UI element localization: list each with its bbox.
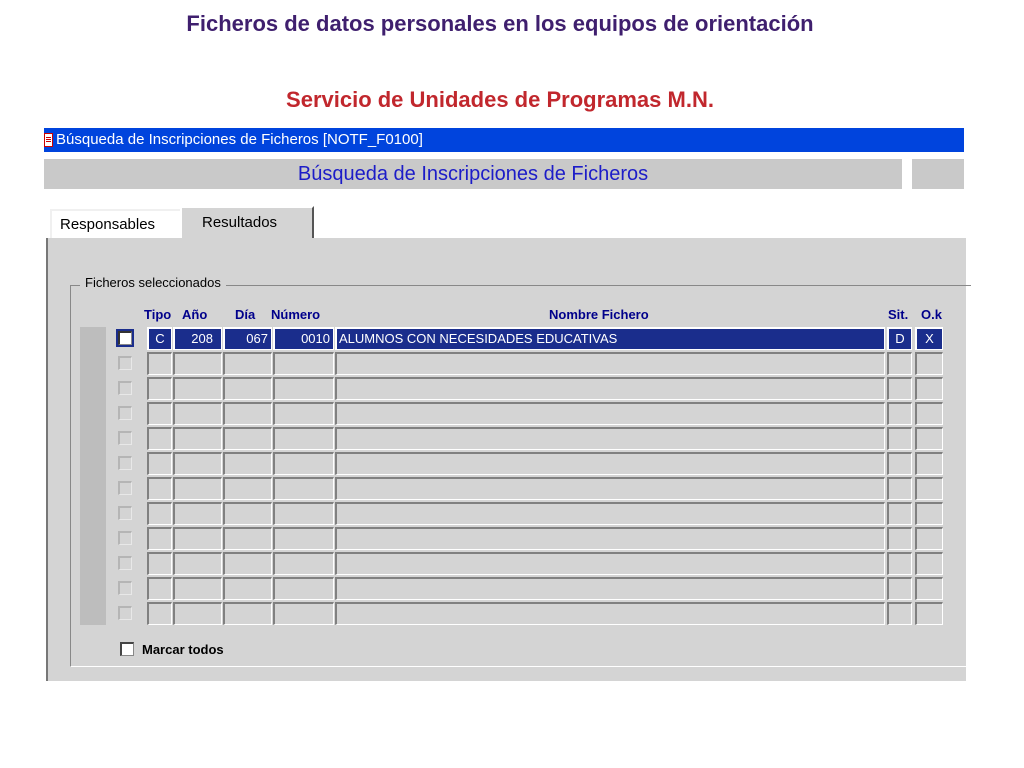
cell-sit[interactable] [887, 502, 912, 525]
tab-responsables[interactable] [50, 209, 180, 238]
cell-nombre[interactable]: ALUMNOS CON NECESIDADES EDUCATIVAS [335, 327, 885, 350]
cell-numero[interactable] [273, 577, 334, 600]
row-select-checkbox[interactable] [118, 331, 132, 345]
row-select-checkbox[interactable] [118, 506, 132, 520]
cell-nombre[interactable] [335, 452, 885, 475]
cell-numero[interactable] [273, 377, 334, 400]
cell-dia[interactable]: 067 [223, 327, 272, 350]
cell-dia[interactable] [223, 602, 272, 625]
cell-tipo[interactable] [147, 352, 172, 375]
cell-numero[interactable] [273, 552, 334, 575]
mark-all-checkbox[interactable] [120, 642, 134, 656]
cell-dia[interactable] [223, 352, 272, 375]
col-header-numero: Número [271, 307, 321, 322]
results-panel [46, 238, 966, 681]
cell-ano[interactable] [173, 552, 222, 575]
cell-sit[interactable] [887, 377, 912, 400]
col-header-ok: O.k [921, 307, 942, 322]
cell-dia[interactable] [223, 477, 272, 500]
cell-sit[interactable] [887, 452, 912, 475]
cell-sit[interactable] [887, 552, 912, 575]
cell-numero[interactable] [273, 602, 334, 625]
row-select-checkbox[interactable] [118, 431, 132, 445]
col-header-sit: Sit. [888, 307, 909, 322]
cell-tipo[interactable] [147, 577, 172, 600]
cell-sit[interactable] [887, 527, 912, 550]
cell-dia[interactable] [223, 377, 272, 400]
slide-title: Ficheros de datos personales en los equipos de orientación [186, 11, 814, 36]
form-header: Búsqueda de Inscripciones de Ficheros [44, 159, 902, 189]
slide-subtitle: Servicio de Unidades de Programas M.N. [286, 87, 714, 112]
row-select-checkbox[interactable] [118, 456, 132, 470]
row-select-checkbox[interactable] [118, 581, 132, 595]
cell-ano[interactable] [173, 502, 222, 525]
cell-tipo[interactable] [147, 602, 172, 625]
cell-ano[interactable] [173, 452, 222, 475]
cell-sit[interactable] [887, 352, 912, 375]
cell-ano[interactable]: 208 [173, 327, 222, 350]
cell-ok[interactable] [915, 477, 943, 500]
cell-ok[interactable] [915, 577, 943, 600]
cell-nombre[interactable] [335, 502, 885, 525]
cell-ano[interactable] [173, 427, 222, 450]
cell-ano[interactable] [173, 377, 222, 400]
cell-dia[interactable] [223, 577, 272, 600]
row-select-checkbox[interactable] [118, 481, 132, 495]
cell-dia[interactable] [223, 427, 272, 450]
cell-dia[interactable] [223, 452, 272, 475]
row-gutter [80, 327, 106, 625]
cell-ok[interactable] [915, 452, 943, 475]
cell-ok[interactable] [915, 377, 943, 400]
row-select-checkbox[interactable] [118, 406, 132, 420]
cell-ok[interactable] [915, 352, 943, 375]
cell-tipo[interactable]: C [147, 327, 172, 350]
cell-sit[interactable] [887, 577, 912, 600]
col-header-dia: Día [235, 307, 256, 322]
cell-tipo[interactable] [147, 477, 172, 500]
cell-sit[interactable] [887, 402, 912, 425]
cell-nombre[interactable] [335, 527, 885, 550]
cell-ok[interactable] [915, 527, 943, 550]
cell-ok[interactable] [915, 552, 943, 575]
cell-nombre[interactable] [335, 477, 885, 500]
header-side-block [912, 159, 964, 189]
cell-tipo[interactable] [147, 427, 172, 450]
row-select-checkbox[interactable] [118, 606, 132, 620]
cell-numero[interactable] [273, 477, 334, 500]
cell-numero[interactable] [273, 527, 334, 550]
tab-resultados-label: Resultados [202, 214, 278, 231]
col-header-tipo: Tipo [144, 307, 172, 322]
cell-ano[interactable] [173, 352, 222, 375]
cell-nombre[interactable] [335, 552, 885, 575]
cell-numero[interactable] [273, 352, 334, 375]
cell-tipo[interactable] [147, 377, 172, 400]
cell-numero[interactable] [273, 502, 334, 525]
cell-ano[interactable] [173, 577, 222, 600]
cell-ok[interactable] [915, 502, 943, 525]
cell-ok[interactable] [915, 602, 943, 625]
cell-dia[interactable] [223, 402, 272, 425]
cell-nombre[interactable] [335, 427, 885, 450]
cell-ok[interactable] [915, 427, 943, 450]
row-select-checkbox[interactable] [118, 381, 132, 395]
cell-nombre[interactable] [335, 577, 885, 600]
cell-dia[interactable] [223, 502, 272, 525]
cell-tipo[interactable] [147, 402, 172, 425]
cell-tipo[interactable] [147, 552, 172, 575]
form-window-icon [44, 133, 53, 147]
tab-responsables-label: Responsables [60, 216, 156, 233]
cell-nombre[interactable] [335, 352, 885, 375]
col-header-nombre: Nombre Fichero [549, 307, 649, 322]
cell-ano[interactable] [173, 402, 222, 425]
cell-sit[interactable]: D [887, 327, 912, 350]
cell-tipo[interactable] [147, 502, 172, 525]
tab-resultados[interactable] [180, 206, 314, 239]
cell-sit[interactable] [887, 602, 912, 625]
cell-sit[interactable] [887, 427, 912, 450]
cell-numero[interactable] [273, 427, 334, 450]
col-header-ano: Año [182, 307, 208, 322]
cell-sit[interactable] [887, 477, 912, 500]
cell-nombre[interactable] [335, 377, 885, 400]
cell-tipo[interactable] [147, 527, 172, 550]
row-select-checkbox[interactable] [118, 531, 132, 545]
cell-ok[interactable] [915, 402, 943, 425]
group-label: Ficheros seleccionados [80, 275, 226, 290]
cell-dia[interactable] [223, 527, 272, 550]
cell-ano[interactable] [173, 602, 222, 625]
cell-ok[interactable]: X [915, 327, 943, 350]
cell-numero[interactable]: 0010 [273, 327, 334, 350]
cell-nombre[interactable] [335, 602, 885, 625]
mark-all-label: Marcar todos [142, 642, 224, 657]
cell-dia[interactable] [223, 552, 272, 575]
window-title: Búsqueda de Inscripciones de Ficheros [NOTF_F0100] [56, 131, 423, 148]
row-select-checkbox[interactable] [118, 556, 132, 570]
cell-numero[interactable] [273, 452, 334, 475]
cell-ano[interactable] [173, 527, 222, 550]
cell-tipo[interactable] [147, 452, 172, 475]
row-select-checkbox[interactable] [118, 356, 132, 370]
cell-numero[interactable] [273, 402, 334, 425]
window-titlebar[interactable] [44, 128, 964, 152]
cell-nombre[interactable] [335, 402, 885, 425]
cell-ano[interactable] [173, 477, 222, 500]
